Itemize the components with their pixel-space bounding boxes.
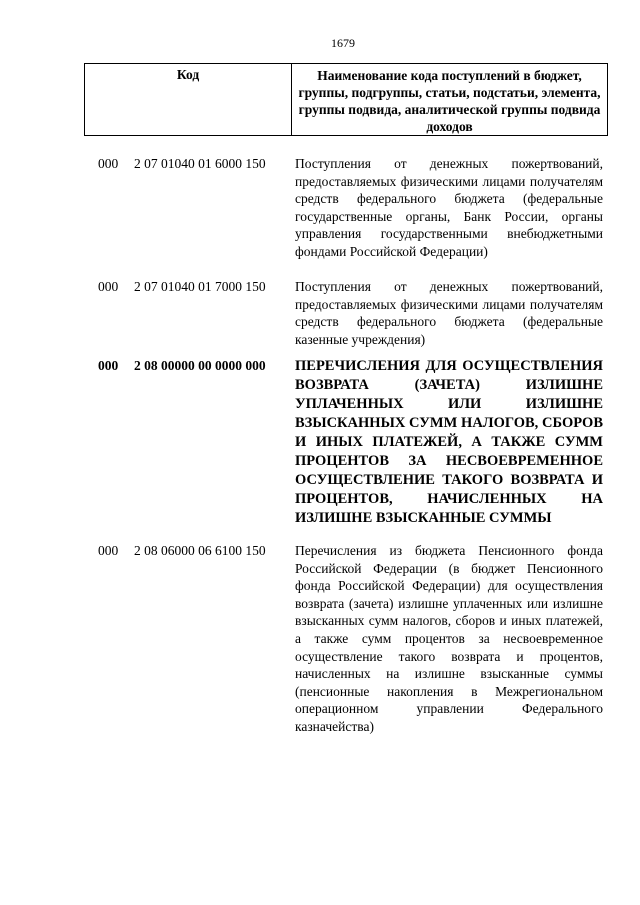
row-description: ПЕРЕЧИСЛЕНИЯ ДЛЯ ОСУЩЕСТВЛЕНИЯ ВОЗВРАТА (ЗАЧЕТА) ИЗЛИШНЕ УПЛАЧЕННЫХ ИЛИ ИЗЛИШНЕ ВЗЫСКАННЫХ СУММ НАЛОГОВ, СБОРОВ И ИНЫХ ПЛАТЕЖЕЙ, А ТАКЖЕ СУММ ПРОЦЕНТОВ ЗА НЕСВОЕВРЕМЕННОЕ ОСУЩЕСТВЛЕНИЕ ТАКОГО ВОЗВРАТА И ПРОЦЕНТОВ, НАЧИСЛЕННЫХ НА ИЗЛИШНЕ ВЗЫСКАННЫЕ СУММЫ	[295, 358, 603, 526]
row-description: Поступления от денежных пожертвований, предоставляемых физическими лицами получателям средств федерального бюджета (федеральные казенные учреждения)	[295, 279, 603, 347]
code-column-header: Код	[85, 64, 292, 136]
row-description: Поступления от денежных пожертвований, предоставляемых физическими лицами получателям средств федерального бюджета (федеральные государственные органы, Банк России, органы управления государственными внебюджетными фондами Российской Федерации)	[295, 156, 603, 259]
budget-code: 2 07 01040 01 6000 150	[134, 156, 266, 171]
page-number: 1679	[331, 36, 355, 50]
budget-code: 2 08 06000 06 6100 150	[134, 543, 266, 558]
admin-code: 000	[98, 358, 119, 373]
table-header	[84, 63, 608, 136]
row-description: Перечисления из бюджета Пенсионного фонда Российской Федерации (в бюджет Пенсионного фонда Российской Федерации) для осуществления возврата (зачета) излишне уплаченных или излишне взысканных сумм налогов, сборов и иных платежей, а также сумм процентов за несвоевременное осуществление такого возврата и процентов, начисленных на излишне взысканные суммы (пенсионные накопления в Межрегиональном операционном управлении Федерального казначейства)	[295, 543, 603, 734]
name-column-header: Наименование кода поступлений в бюджет, группы, подгруппы, статьи, подстатьи, элемента, группы подвида, аналитической группы подвида доходов	[292, 64, 608, 136]
budget-code: 2 08 00000 00 0000 000	[134, 358, 266, 373]
admin-code: 000	[98, 156, 119, 171]
budget-code: 2 07 01040 01 7000 150	[134, 279, 266, 294]
admin-code: 000	[98, 543, 119, 558]
admin-code: 000	[98, 279, 119, 294]
